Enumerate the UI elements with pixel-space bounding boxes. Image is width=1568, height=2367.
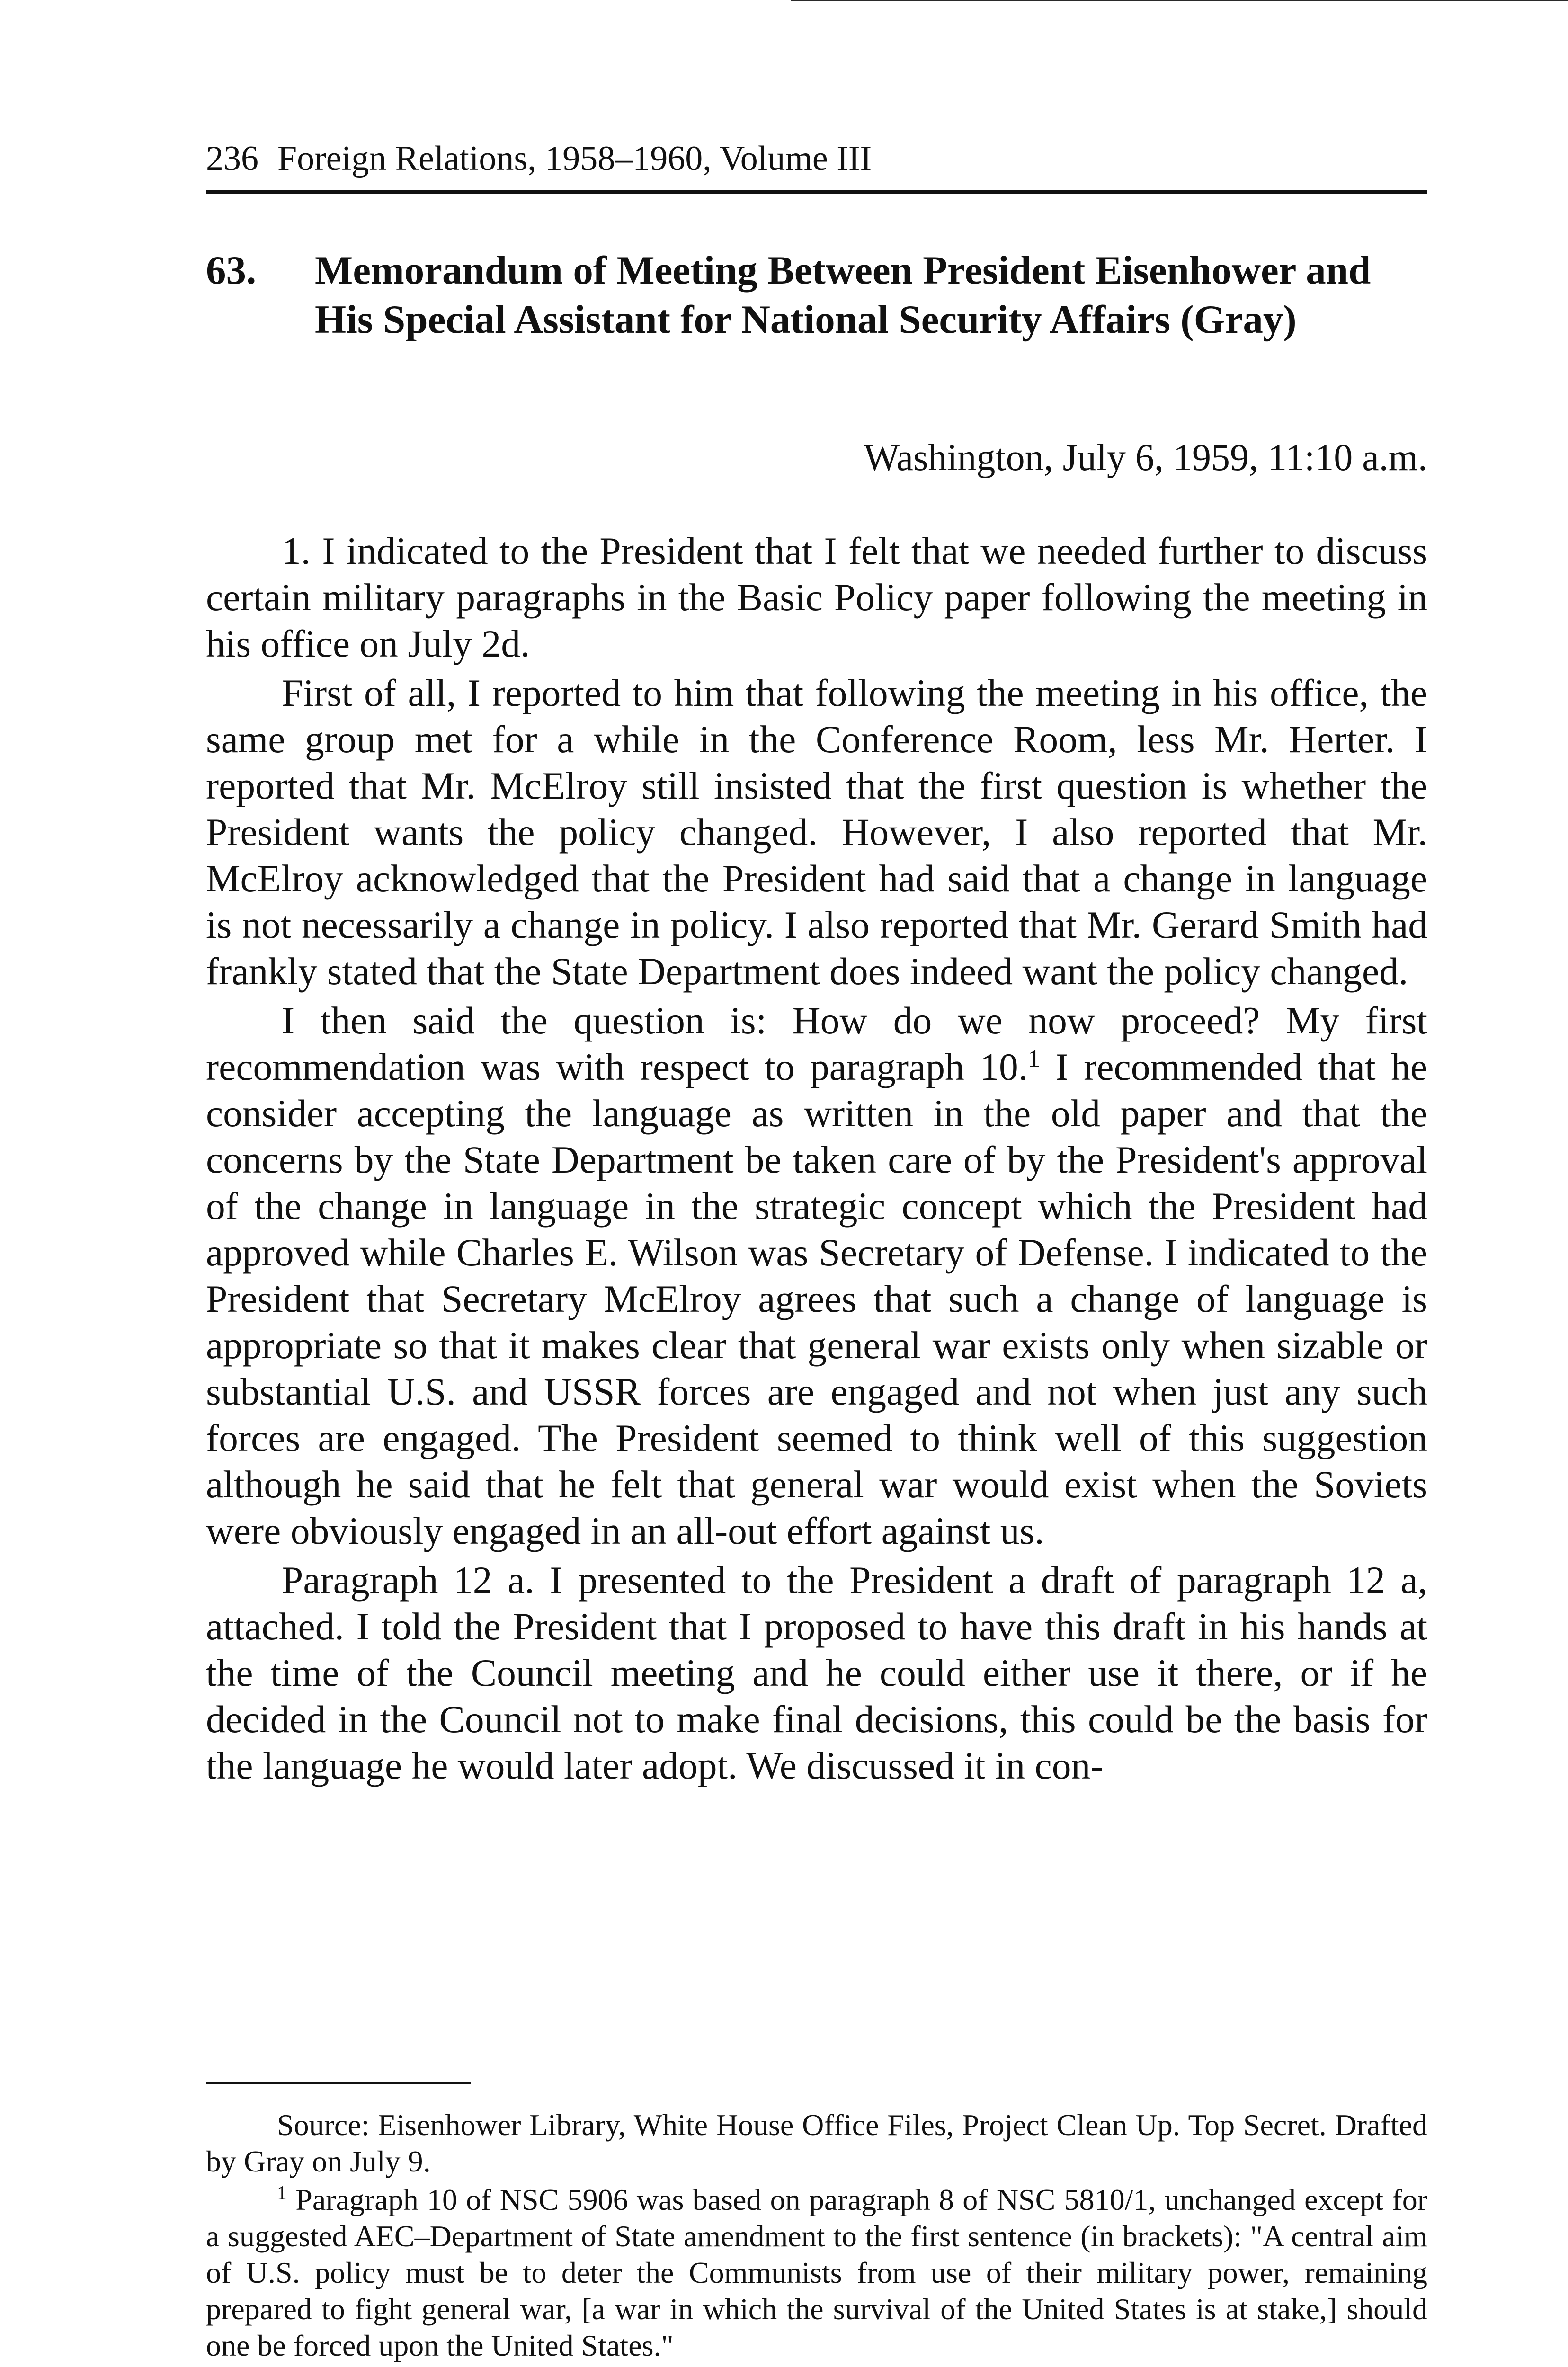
document-heading xyxy=(206,246,1427,344)
footnotes xyxy=(206,2107,1427,2366)
footnote-reference-1[interactable]: 1 xyxy=(1028,1045,1041,1072)
paragraph-1: 1. I indicated to the President that I felt that we needed further to discuss certain military paragraphs in the Basic Policy paper following the meeting in his office on July 2d. xyxy=(206,529,1427,665)
footnote-1 xyxy=(206,2181,1427,2364)
paragraph-3-text-start: I then said the question is: How do we now proceed? My first recommendation was with respect to paragraph 10. xyxy=(206,999,1427,1088)
document-page xyxy=(206,137,1427,1792)
paragraph-3-text-end: I recommended that he consider accepting the language as written in the old paper and that the concerns by the State Department be taken care of by the President's approval of the change in language in the strategic concept which the President had approved while Charles E. Wilson was Secretary of Defense. I indicated to the President that Secretary McElroy agrees that such a change of language is appropriate so that it makes clear that general war exists only when sizable or substantial U.S. and USSR forces are engaged and not when just any such forces are engaged. The President seemed to think well of this suggestion although he said that he felt that general war would exist when the Soviets were obviously engaged in an all-out effort against us. xyxy=(206,1045,1428,1552)
document-title: Memorandum of Meeting Between President Eisenhower and His Special Assistant for National Security Affairs (Gray) xyxy=(315,248,1371,342)
paragraph-3 xyxy=(206,997,1427,1554)
page-number: 236 xyxy=(206,139,258,178)
footnote-1-marker: 1 xyxy=(277,2182,287,2204)
paragraph-4: Paragraph 12 a. I presented to the President a draft of paragraph 12 a, attached. I told the President that I proposed to have this draft in his hands at the time of the Council meeting and he could either use it there, or if he decided in the Council not to make final decisions, this could be the basis for the language he would later adopt. We discussed it in con- xyxy=(206,1558,1427,1787)
body-text xyxy=(206,528,1427,1789)
scan-edge-line xyxy=(791,0,1568,1)
paragraph-2: First of all, I reported to him that following the meeting in his office, the same group met for a while in the Conference Room, less Mr. Herter. I reported that Mr. McElroy still insisted that the first question is whether the President wants the policy changed. However, I also reported that Mr. McElroy acknowledged that the President had said that a change in language is not necessarily a change in policy. I also reported that Mr. Gerard Smith had frankly stated that the State Department does indeed want the policy changed. xyxy=(206,671,1427,993)
document-number: 63. xyxy=(206,248,257,293)
footnote-divider xyxy=(206,2082,471,2084)
footnote-1-text: Paragraph 10 of NSC 5906 was based on paragraph 8 of NSC 5810/1, unchanged except for a suggested AEC–Department of State amendment to the first sentence (in brackets): "A central aim of U.S. policy must be to deter the Communists from use of their military power, remaining prepared to fight general war, [a war in which the survival of the United States is at stake,] should one be forced upon the United States." xyxy=(206,2183,1427,2362)
running-head xyxy=(206,137,1427,194)
source-note: Source: Eisenhower Library, White House Office Files, Project Clean Up. Top Secret. Drafted by Gray on July 9. xyxy=(206,2108,1427,2178)
dateline: Washington, July 6, 1959, 11:10 a.m. xyxy=(864,437,1427,479)
volume-title: Foreign Relations, 1958–1960, Volume III xyxy=(277,139,872,178)
